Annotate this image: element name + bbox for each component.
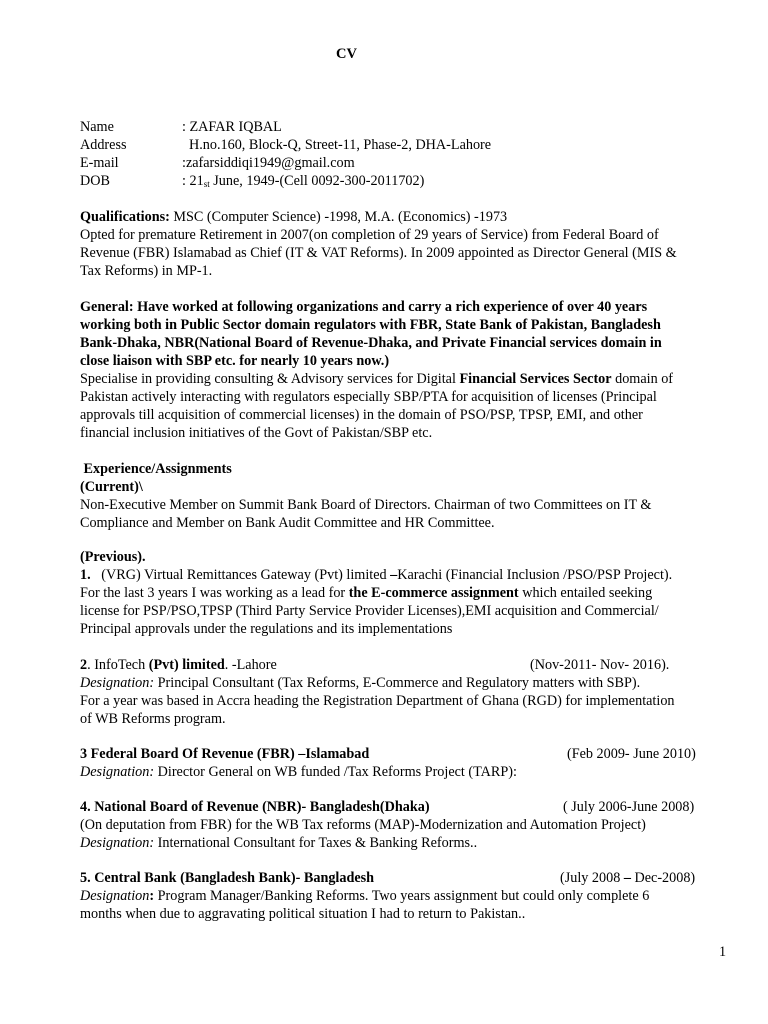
experience-1-text-2: license for PSP/PSO,TPSP (Third Party Service Provider Licenses),EMI acquisition and Commercial/ xyxy=(80,603,659,619)
experience-4-date: ( July 2006-June 2008) xyxy=(563,799,695,815)
experience-2-text-2: of WB Reforms program. xyxy=(80,711,226,727)
experience-1-title: 1. (VRG) Virtual Remittances Gateway (Pvt) limited –Karachi (Financial Inclusion /PSO/PSP Project). xyxy=(80,567,673,583)
qualifications-text-1: Opted for premature Retirement in 2007(on completion of 29 years of Service) from Federal Board of xyxy=(80,227,659,243)
general-text-2: Pakistan actively interacting with regulators especially SBP/PTA for acquisition of licenses (Principal xyxy=(80,389,657,405)
experience-4-text-1: (On deputation from FBR) for the WB Tax reforms (MAP)-Modernization and Automation Project) xyxy=(80,817,646,833)
general-text-4: financial inclusion initiatives of the Govt of Pakistan/SBP etc. xyxy=(80,425,433,441)
experience-2-designation: Designation: Principal Consultant (Tax Reforms, E-Commerce and Regulatory matters with SBP). xyxy=(80,675,641,691)
qualifications-line xyxy=(80,208,507,226)
dob-value: : $21_{st}$ June, 1949-(Cell 0092-300-2011702) xyxy=(182,173,425,189)
general-bold-3: Bank-Dhaka, NBR(National Board of Revenue-Dhaka, and Private Financial services domain in xyxy=(80,335,662,351)
current-text-2: Compliance and Member on Bank Audit Committee and HR Committee. xyxy=(80,515,495,531)
qualifications-value: MSC (Computer Science) -1998, M.A. (Economics) -1973 xyxy=(169,209,508,225)
name-label: Name xyxy=(80,119,114,135)
experience-5-designation: Designation: Program Manager/Banking Reforms. Two years assignment but could only complete 6 xyxy=(80,888,650,904)
qualifications-text-3: Tax Reforms) in MP-1. xyxy=(80,263,213,279)
experience-2-text-1: For a year was based in Accra heading the Registration Department of Ghana (RGD) for implementation xyxy=(80,693,675,709)
experience-3-designation: Designation: Director General on WB funded /Tax Reforms Project (TARP): xyxy=(80,764,517,780)
experience-3-date: (Feb 2009- June 2010) xyxy=(567,746,696,762)
experience-3-title: 3 Federal Board Of Revenue (FBR) –Islamabad xyxy=(80,746,370,762)
current-text-1: Non-Executive Member on Summit Bank Board of Directors. Chairman of two Committees on IT & xyxy=(80,497,652,513)
address-value: H.no.160, Block-Q, Street-11, Phase-2, DHA-Lahore xyxy=(189,137,492,153)
experience-4-designation: Designation: International Consultant for Taxes & Banking Reforms.. xyxy=(80,835,478,851)
dob-label: DOB xyxy=(80,173,110,189)
general-text-3: approvals till acquisition of commercial licenses) in the domain of PSO/PSP, TPSP, EMI, and other xyxy=(80,407,643,423)
page-number: 1 xyxy=(719,944,727,960)
experience-2-date: (Nov-2011- Nov- 2016). xyxy=(530,657,670,673)
address-label: Address xyxy=(80,137,127,153)
email-value: :zafarsiddiqi1949@gmail.com xyxy=(182,155,355,171)
experience-5-text-1: months when due to aggravating political situation I had to return to Pakistan.. xyxy=(80,906,526,922)
general-bold-2: working both in Public Sector domain regulators with FBR, State Bank of Pakistan, Bangladesh xyxy=(80,317,661,333)
experience-4-title: 4. National Board of Revenue (NBR)- Bangladesh(Dhaka) xyxy=(80,799,430,815)
general-bold-1: General: Have worked at following organizations and carry a rich experience of over 40 years xyxy=(80,299,648,315)
name-value: : ZAFAR IQBAL xyxy=(182,119,282,135)
experience-5-date: (July 2008 – Dec-2008) xyxy=(560,870,696,886)
experience-5-title: 5. Central Bank (Bangladesh Bank)- Bangladesh xyxy=(80,870,375,886)
experience-1-text-3: Principal approvals under the regulations and its implementations xyxy=(80,621,453,637)
email-label: E-mail xyxy=(80,155,119,171)
document-title: CV xyxy=(336,46,357,62)
qualifications-text-2: Revenue (FBR) Islamabad as Chief (IT & VAT Reforms). In 2009 appointed as Director General (MIS & xyxy=(80,245,677,261)
experience-1-text-1: For the last 3 years I was working as a lead for the E-commerce assignment which entailed seeking xyxy=(80,585,653,601)
current-heading: (Current)\ xyxy=(80,479,143,495)
general-text-1: Specialise in providing consulting & Advisory services for Digital Financial Services Sector domain of xyxy=(80,371,674,387)
previous-heading: (Previous). xyxy=(80,549,146,565)
experience-heading: Experience/Assignments xyxy=(80,461,232,477)
general-bold-4: close liaison with SBP etc. for nearly 10 years now.) xyxy=(80,353,390,369)
experience-2-title: 2. InfoTech (Pvt) limited. -Lahore xyxy=(80,657,277,673)
qualifications-heading: Qualifications: xyxy=(80,209,170,225)
